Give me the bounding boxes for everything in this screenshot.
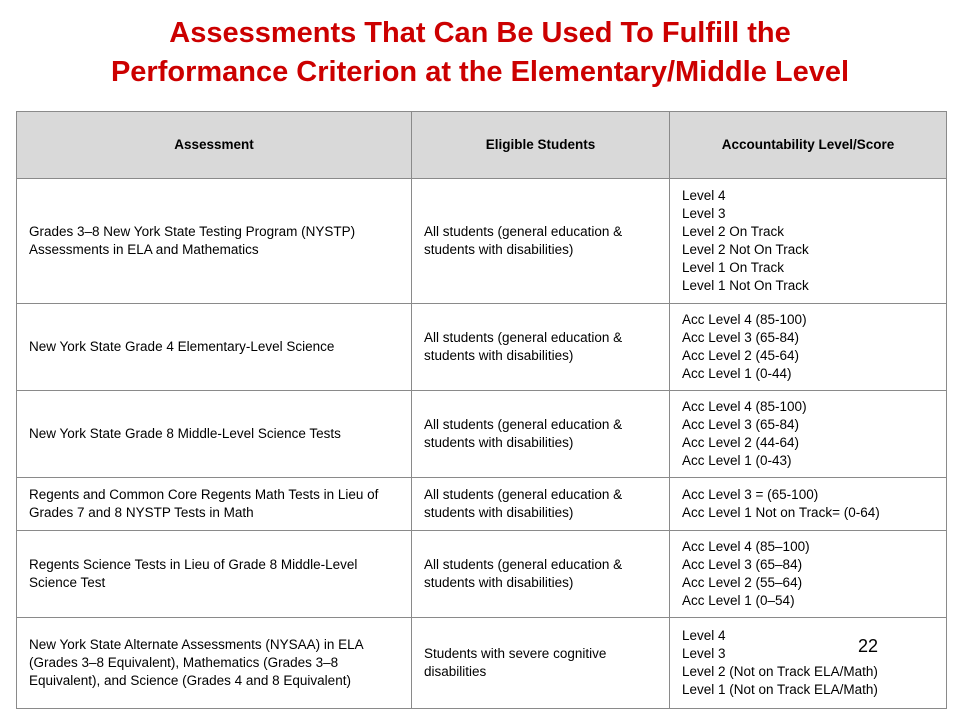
table-row: [17, 179, 947, 304]
level-line: Level 3: [682, 646, 726, 661]
assessments-table: [16, 111, 947, 709]
slide-title-line-2: Performance Criterion at the Elementary/Middle Level: [110, 56, 850, 88]
assessment-cell: New York State Grade 8 Middle-Level Science Tests: [17, 391, 412, 478]
level-line: Acc Level 1 (0-43): [682, 453, 792, 468]
level-line: Acc Level 1 (0–54): [682, 593, 795, 608]
slide-title: [0, 14, 960, 92]
table-header-row: [17, 112, 947, 179]
level-line: Acc Level 3 (65-84): [682, 417, 800, 432]
table-row: [17, 618, 947, 709]
page-number: 22: [858, 636, 879, 656]
level-line: Acc Level 3 (65-84): [682, 330, 800, 345]
eligible-cell: All students (general education & students with disabilities): [412, 391, 670, 478]
eligible-cell: All students (general education & students with disabilities): [412, 478, 670, 531]
table-row: [17, 478, 947, 531]
table-row: [17, 531, 947, 618]
eligible-cell: Students with severe cognitive disabilities: [412, 618, 670, 709]
level-line: Acc Level 3 (65–84): [682, 557, 803, 572]
eligible-cell: All students (general education & students with disabilities): [412, 531, 670, 618]
slide-title-line-1: Assessments That Can Be Used To Fulfill the: [169, 17, 791, 49]
assessment-cell: New York State Alternate Assessments (NYSAA) in ELA (Grades 3–8 Equivalent), Mathematics (Grades 3–8 Equivalent), and Science (Grades 4 and 8 Equivalent): [17, 618, 412, 709]
level-line: Acc Level 2 (45-64): [682, 348, 800, 363]
levels-cell: [670, 531, 947, 618]
level-line: Acc Level 1 (0-44): [682, 366, 792, 381]
level-line: Level 1 On Track: [682, 260, 785, 275]
level-line: Acc Level 4 (85–100): [682, 539, 810, 554]
level-line: Acc Level 2 (44-64): [682, 435, 800, 450]
header-assessment: Assessment: [17, 112, 412, 179]
level-line: Acc Level 4 (85-100): [682, 399, 807, 414]
eligible-cell: All students (general education & students with disabilities): [412, 179, 670, 304]
level-line: Level 4: [682, 188, 726, 203]
levels-cell: [670, 304, 947, 391]
level-line: Level 2 On Track: [682, 224, 785, 239]
assessment-cell: New York State Grade 4 Elementary-Level Science: [17, 304, 412, 391]
levels-cell: [670, 478, 947, 531]
level-line: Level 3: [682, 206, 726, 221]
levels-cell: [670, 179, 947, 304]
header-eligible-students: Eligible Students: [412, 112, 670, 179]
assessment-cell: Regents Science Tests in Lieu of Grade 8 Middle-Level Science Test: [17, 531, 412, 618]
assessment-cell: Grades 3–8 New York State Testing Program (NYSTP) Assessments in ELA and Mathematics: [17, 179, 412, 304]
level-line: Acc Level 4 (85-100): [682, 312, 807, 327]
table-row: [17, 304, 947, 391]
table-row: [17, 391, 947, 478]
level-line: Acc Level 1 Not on Track= (0-64): [682, 505, 880, 520]
assessment-cell: Regents and Common Core Regents Math Tests in Lieu of Grades 7 and 8 NYSTP Tests in Math: [17, 478, 412, 531]
level-line: Level 2 (Not on Track ELA/Math): [682, 664, 878, 679]
eligible-cell: All students (general education & students with disabilities): [412, 304, 670, 391]
level-line: Level 4: [682, 628, 726, 643]
header-accountability: Accountability Level/Score: [670, 112, 947, 179]
level-line: Level 1 (Not on Track ELA/Math): [682, 682, 878, 697]
level-line: Acc Level 3 = (65-100): [682, 487, 819, 502]
levels-cell: [670, 391, 947, 478]
level-line: Level 2 Not On Track: [682, 242, 809, 257]
levels-cell: [670, 618, 947, 709]
level-line: Acc Level 2 (55–64): [682, 575, 803, 590]
level-line: Level 1 Not On Track: [682, 278, 809, 293]
